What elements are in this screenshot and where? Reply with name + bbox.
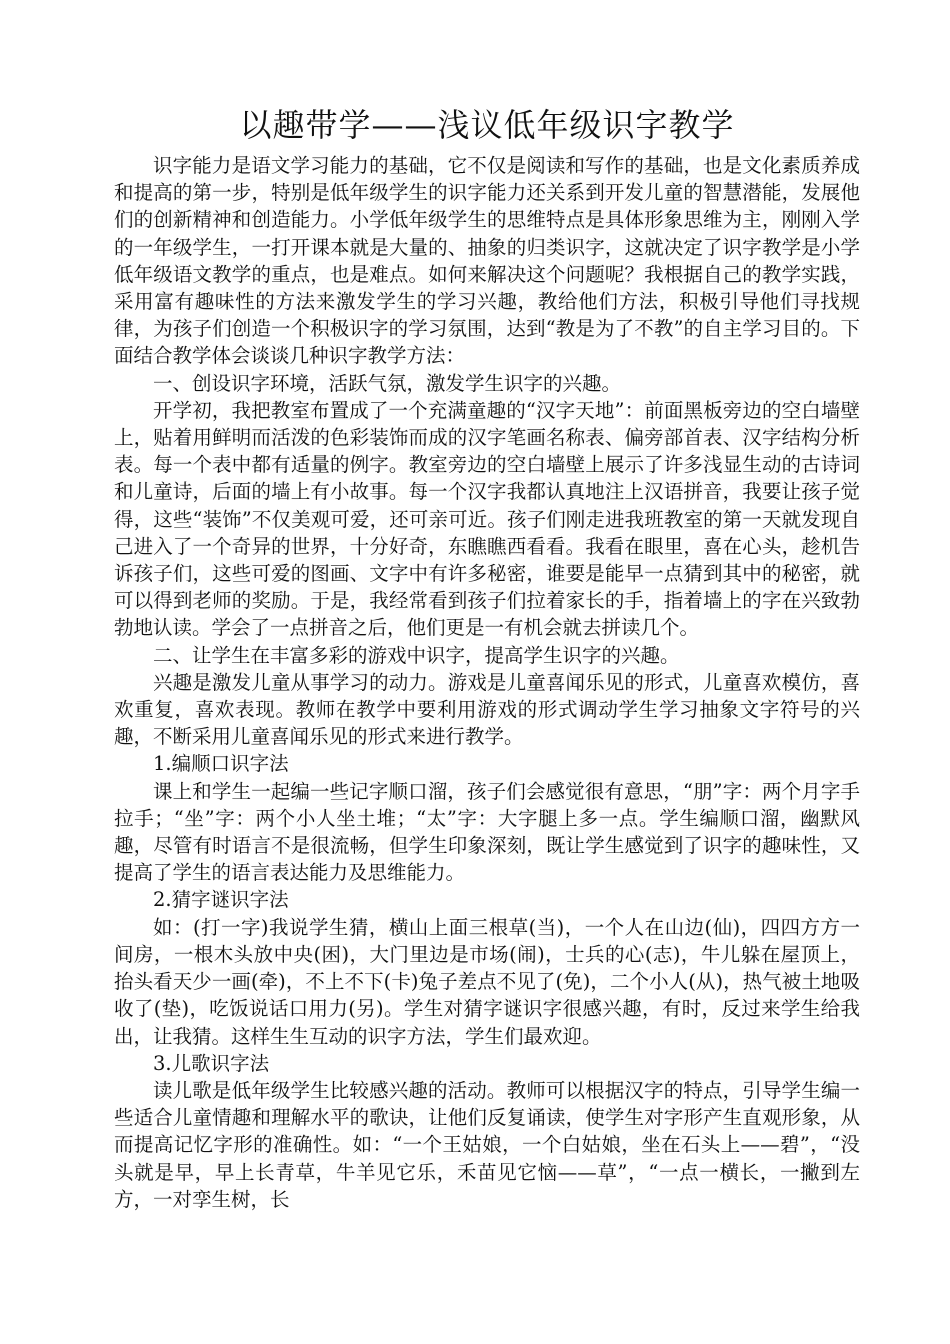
- paragraph-games: 兴趣是激发儿童从事学习的动力。游戏是儿童喜闻乐见的形式，儿童喜欢模仿，喜欢重复，喜欢表现。教师在教学中要利用游戏的形式调动学生学习抽象文字符号的兴趣，不断采用儿童喜闻乐见的形式来进行教学。: [114, 670, 860, 749]
- subheading-nursery-rhyme-method: 3.儿歌识字法: [153, 1051, 270, 1075]
- section-heading-2: 二、让学生在丰富多彩的游戏中识字，提高学生识字的兴趣。: [153, 643, 680, 667]
- document-body: [114, 152, 860, 1213]
- paragraph-rhyme-method: 课上和学生一起编一些记字顺口溜，孩子们会感觉很有意思，“朋”字：两个月字手拉手；“坐”字：两个小人坐土堆；“太”字：大字腿上多一点。学生编顺口溜，幽默风趣，尽管有时语言不是很流畅，但学生印象深刻，既让学生感觉到了识字的趣味性，又提高了学生的语言表达能力及思维能力。: [114, 779, 860, 885]
- paragraph-classroom-environment: 开学初，我把教室布置成了一个充满童趣的“汉字天地”：前面黑板旁边的空白墙壁上，贴着用鲜明而活泼的色彩装饰而成的汉字笔画名称表、偏旁部首表、汉字结构分析表。每一个表中都有适量的例字。教室旁边的空白墙壁上展示了许多浅显生动的古诗词和儿童诗，后面的墙上有小故事。每一个汉字我都认真地注上汉语拼音，我要让孩子觉得，这些“装饰”不仅美观可爱，还可亲可近。孩子们刚走进我班教室的第一天就发现自己进入了一个奇异的世界，十分好奇，东瞧瞧西看看。我看在眼里，喜在心头，趁机告诉孩子们，这些可爱的图画、文字中有许多秘密，谁要是能早一点猜到其中的秘密，就可以得到老师的奖励。于是，我经常看到孩子们拉着家长的手，指着墙上的字在兴致勃勃地认读。学会了一点拼音之后，他们更是一有机会就去拼读几个。: [114, 398, 860, 640]
- paragraph-riddle-method: 如：(打一字)我说学生猜，横山上面三根草(当)，一个人在山边(仙)，四四方方一间房，一根木头放中央(困)，大门里边是市场(闹)，士兵的心(志)，牛儿躲在屋顶上，抬头看天少一画(牵)，不上不下(卡)兔子差点不见了(免)，二个小人(从)，热气被土地吸收了(垫)，吃饭说话口用力(另)。学生对猜字谜识字很感兴趣，有时，反过来学生给我出，让我猜。这样生生互动的识字方法，学生们最欢迎。: [114, 915, 860, 1048]
- section-heading-1: 一、创设识字环境，活跃气氛，激发学生识字的兴趣。: [153, 371, 622, 395]
- subheading-riddle-method: 2.猜字谜识字法: [153, 888, 289, 912]
- document-page: [114, 102, 860, 1213]
- subheading-rhyme-method: 1.编顺口识字法: [153, 752, 289, 776]
- paragraph-intro: 识字能力是语文学习能力的基础，它不仅是阅读和写作的基础，也是文化素质养成和提高的第一步，特别是低年级学生的识字能力还关系到开发儿童的智慧潜能，发展他们的创新精神和创造能力。小学低年级学生的思维特点是具体形象思维为主，刚刚入学的一年级学生，一打开课本就是大量的、抽象的归类识字，这就决定了识字教学是小学低年级语文教学的重点，也是难点。如何来解决这个问题呢？我根据自己的教学实践，采用富有趣味性的方法来激发学生的学习兴趣，教给他们方法，积极引导他们寻找规律，为孩子们创造一个积极识字的学习氛围，达到“教是为了不教”的自主学习目的。下面结合教学体会谈谈几种识字教学方法：: [114, 154, 860, 368]
- document-title: 以趣带学——浅议低年级识字教学: [239, 106, 735, 144]
- paragraph-nursery-rhyme-method: 读儿歌是低年级学生比较感兴趣的活动。教师可以根据汉字的特点，引导学生编一些适合儿童情趣和理解水平的歌诀，让他们反复诵读，使学生对字形产生直观形象，从而提高记忆字形的准确性。如：“一个王姑娘，一个白姑娘，坐在石头上——碧”，“没头就是早，早上长青草，牛羊见它乐，禾苗见它恼——草”，“一点一横长，一撇到左方，一对孪生树，长: [114, 1078, 860, 1211]
